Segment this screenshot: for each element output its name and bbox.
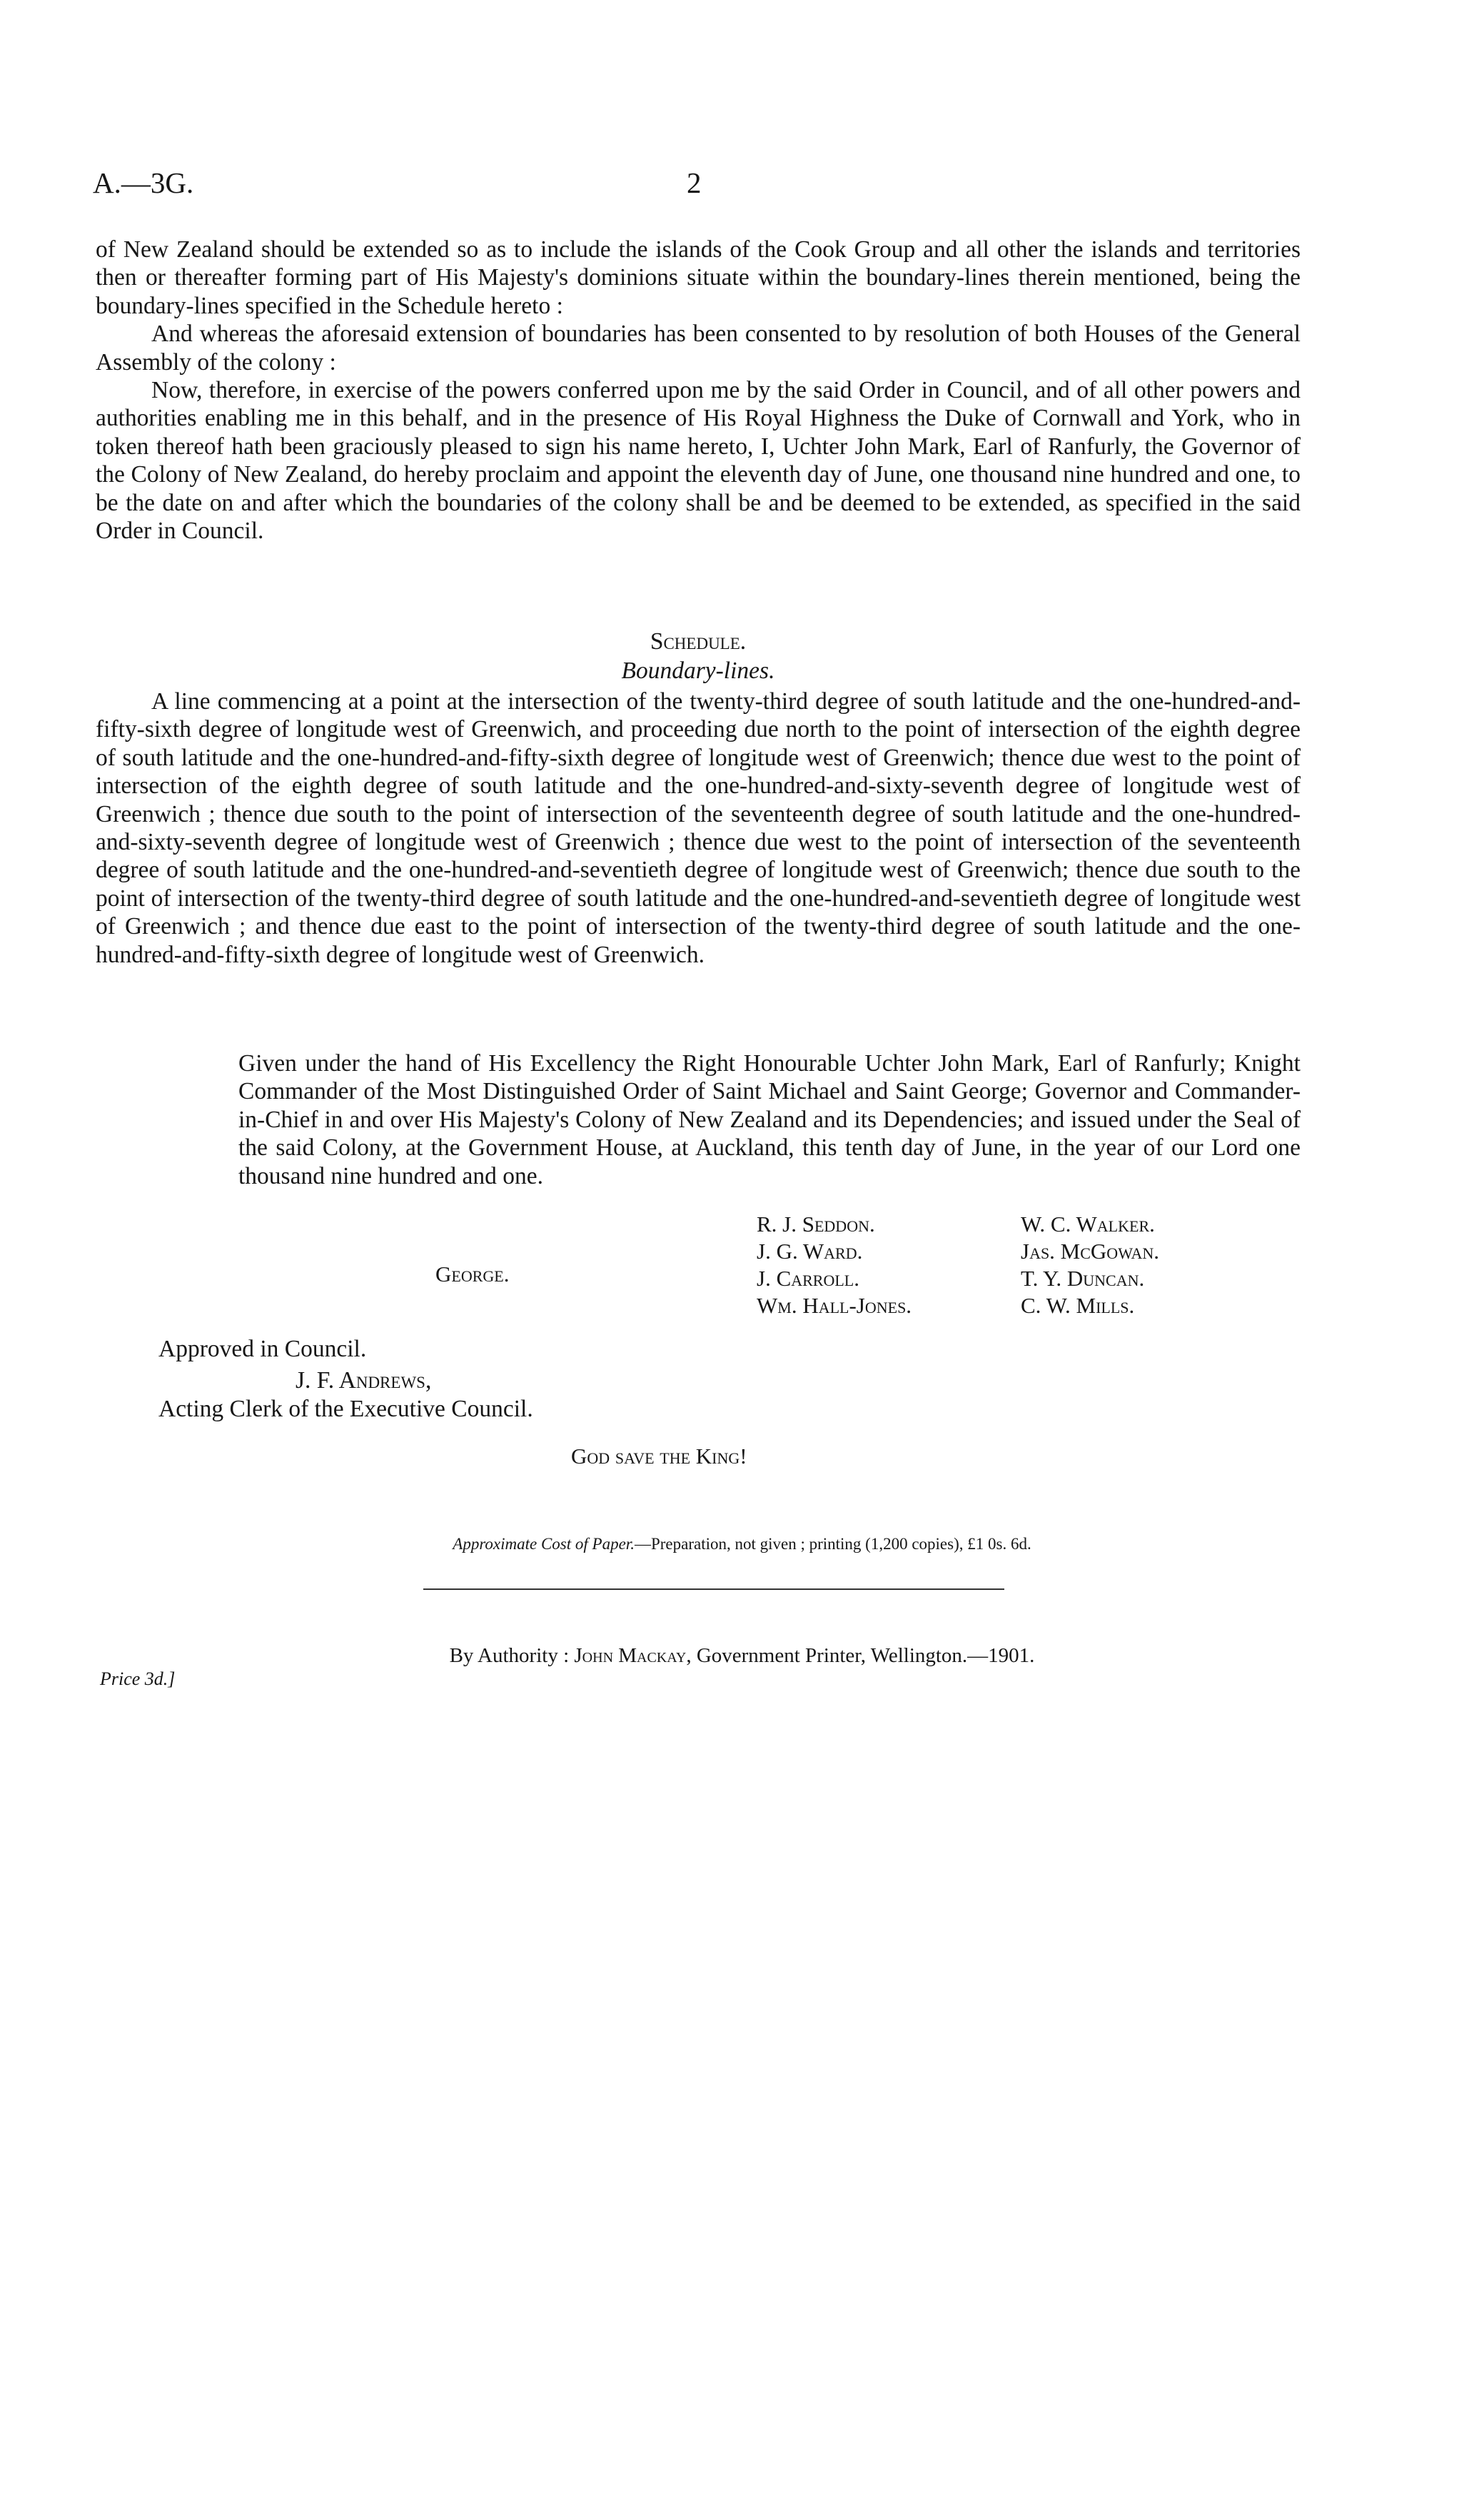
schedule-heading: Schedule. [650,628,747,655]
cost-note [0,1535,1484,1553]
cost-note-text: —Preparation, not given ; printing (1,200 copies), £1 0s. 6d. [634,1535,1031,1553]
intro-text [96,236,1301,545]
imprint-suffix: , Government Printer, Wellington.—1901. [686,1644,1035,1667]
intro-paragraph-1: of New Zealand should be extended so as to include the islands of the Cook Group and all other the islands and territories then or thereafter forming part of His Majesty's dominions situate within the boundary-lines therein mentioned, being the boundary-lines specified in the Schedule hereto : [96,236,1301,319]
minister-signature: C. W. Mills. [1021,1293,1135,1318]
given-text: Given under the hand of His Excellency the Right Honourable Uchter John Mark, Earl of Ranfurly; Knight Commander of the Most Distinguished Order of Saint Michael and Saint George; Governor and Commander-in-Chief in and over His Majesty's Colony of New Zealand and its Dependencies; and issued under the Seal of the said Colony, at the Government House, at Auckland, this tenth day of June, in the year of our Lord one thousand nine hundred and one. [238,1050,1301,1189]
royal-signature: George. [435,1261,510,1286]
closing-line: God save the King! [571,1444,747,1469]
intro-paragraph-2: And whereas the aforesaid extension of boundaries has been consented to by resolution of both Houses of the General Assembly of the colony : [96,321,1301,376]
printer-name: John Mackay [574,1644,687,1667]
given-clause [238,1049,1301,1190]
page-number: 2 [687,166,702,199]
imprint-prefix: By Authority : [449,1644,575,1667]
schedule-text [96,688,1301,969]
minister-signature: J. Carroll. [757,1266,859,1291]
minister-signature: W. C. Walker. [1021,1212,1155,1237]
minister-signature: Jas. McGowan. [1021,1239,1160,1264]
approval-statement: Approved in Council. [158,1336,367,1362]
intro-paragraph-3: Now, therefore, in exercise of the powers conferred upon me by the said Order in Council, and of all other powers and authorities enabling me in this behalf, and in the presence of His Royal Highness the Duke of Cornwall and York, who in token thereof hath been graciously pleased to sign his name hereto, I, Uchter John Mark, Earl of Ranfurly, the Governor of the Colony of New Zealand, do hereby proclaim and appoint the eleventh day of June, one thousand nine hundred and one, to be the date on and after which the boundaries of the colony shall be and be deemed to be extended, as specified in the said Order in Council. [96,377,1301,545]
minister-signature: J. G. Ward. [757,1239,863,1264]
page-header [93,166,1306,208]
cost-note-label: Approximate Cost of Paper. [453,1535,635,1553]
minister-signature: R. J. Seddon. [757,1212,875,1237]
schedule-subheading: Boundary-lines. [621,658,775,684]
price-label: Price 3d.] [100,1668,176,1689]
clerk-title: Acting Clerk of the Executive Council. [158,1396,533,1422]
document-reference: A.—3G. [93,166,194,199]
minister-signature: T. Y. Duncan. [1021,1266,1145,1291]
minister-signature: Wm. Hall-Jones. [757,1293,912,1318]
boundary-description: A line commencing at a point at the intersection of the twenty-third degree of south latitude and the one-hundred-and-fifty-sixth degree of longitude west of Greenwich, and proceeding due north to the point of intersection of the eighth degree of south latitude and the one-hundred-and-fifty-sixth degree of longitude west of Greenwich; thence due west to the point of intersection of the eighth degree of south latitude and the one-hundred-and-sixty-seventh degree of longitude west of Greenwich ; thence due south to the point of intersection of the seventeenth degree of south latitude and the one-hundred-and-sixty-seventh degree of longitude west of Greenwich ; thence due west to the point of intersection of the seventeenth degree of south latitude and the one-hundred-and-seventieth degree of longitude west of Greenwich; thence due south to the point of intersection of the twenty-third degree of south latitude and the one-hundred-and-seventieth degree of longitude west of Greenwich ; and thence due east to the point of intersection of the twenty-third degree of south latitude and the one-hundred-and-fifty-sixth degree of longitude west of Greenwich. [96,688,1301,968]
printer-imprint [0,1644,1484,1668]
divider-rule [423,1588,1004,1590]
clerk-name: J. F. Andrews, [296,1367,432,1394]
